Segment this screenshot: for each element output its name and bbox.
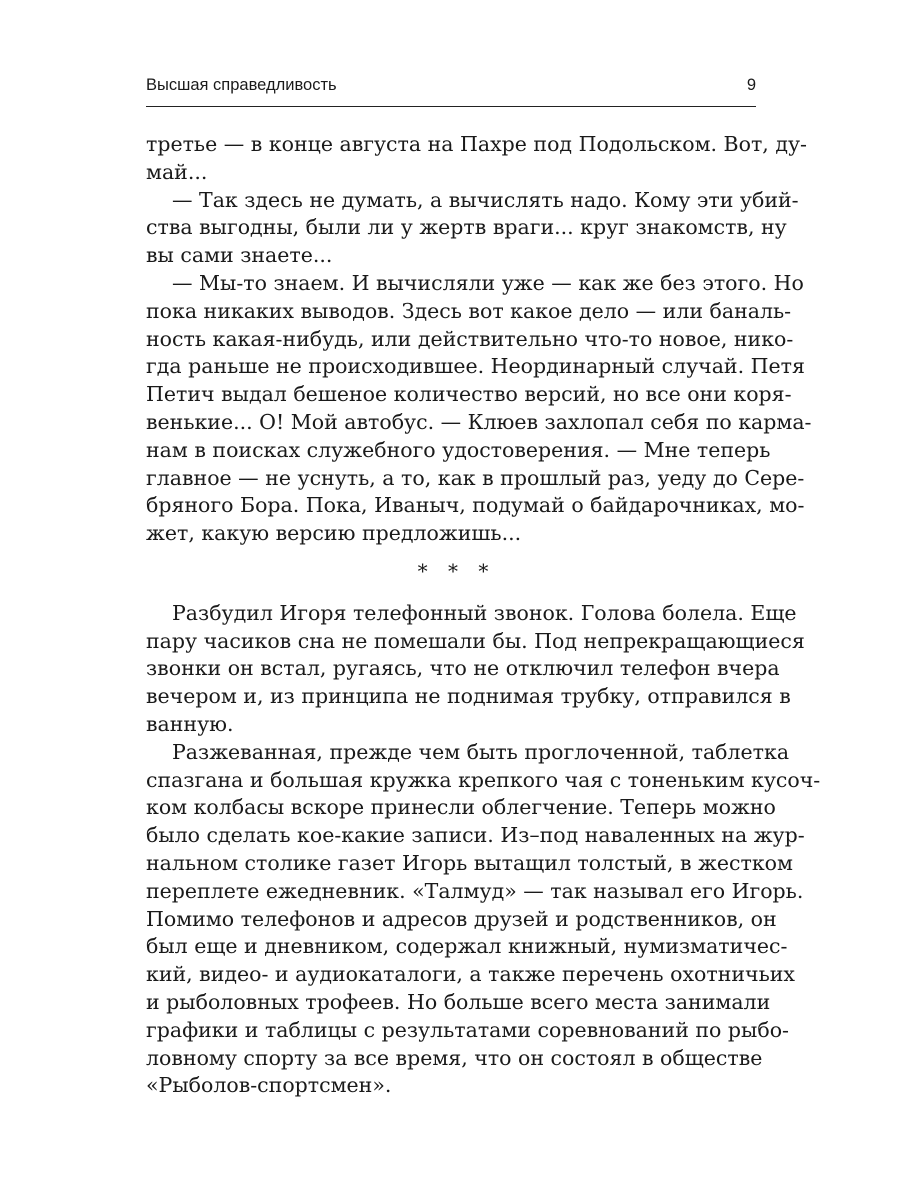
paragraph	[146, 131, 807, 187]
text-line: май...	[146, 159, 208, 184]
running-title: Высшая справедливость	[146, 76, 337, 94]
separator-star: *	[478, 558, 493, 583]
text-line: вечером и, из принципа не поднимая трубку, отправился в	[146, 684, 791, 709]
section-separator	[146, 558, 758, 586]
text-line: Помимо телефонов и адресов друзей и родственников, он	[146, 906, 777, 931]
text-line: — Мы-то знаем. И вычисляли уже — как же без этого. Но	[172, 270, 804, 295]
text-line: третье — в конце августа на Пахре под Подольском. Вот, ду-	[146, 132, 807, 156]
text-line: бряного Бора. Пока, Иваныч, подумай о байдарочниках, мо-	[146, 493, 805, 518]
text-line: гда раньше не происходившее. Неординарный случай. Петя	[146, 354, 805, 379]
text-line: вы сами знаете...	[146, 243, 333, 268]
text-line: Разжеванная, прежде чем быть проглоченной, таблетка	[172, 739, 790, 764]
text-line: ства выгодны, были ли у жертв враги... круг знакомств, ну	[146, 215, 787, 240]
text-line: нам в поисках служебного удостоверения. — Мне теперь	[146, 437, 771, 462]
page-number: 9	[746, 76, 756, 94]
text-line: Петич выдал бешеное количество версий, но все они коря-	[146, 382, 792, 407]
paragraph	[146, 600, 805, 739]
text-line: ность какая-нибудь, или действительно что-то новое, нико-	[146, 326, 794, 351]
text-line: Разбудил Игоря телефонный звонок. Голова болела. Еще	[172, 600, 797, 625]
separator-star: *	[417, 558, 432, 583]
text-line: спазгана и большая кружка крепкого чая с тоненьким кусоч-	[146, 767, 821, 792]
text-line: графики и таблицы с результатами соревнований по рыбо-	[146, 1017, 789, 1042]
body-text	[146, 131, 821, 1100]
text-line: венькие... О! Мой автобус. — Клюев захлопал себя по карма-	[146, 409, 812, 434]
text-line: было сделать кое-какие записи. Из–под наваленных на жур-	[146, 823, 805, 848]
paragraph	[146, 270, 812, 548]
text-line: главное — не уснуть, а то, как в прошлый раз, уеду до Сере-	[146, 465, 805, 490]
text-line: был еще и дневником, содержал книжный, нумизматичес-	[146, 934, 788, 959]
text-line: пока никаких выводов. Здесь вот какое дело — или баналь-	[146, 298, 792, 323]
text-line: звонки он встал, ругаясь, что не отключил телефон вчера	[146, 656, 780, 681]
text-line: ком колбасы вскоре принесли облегчение. Теперь можно	[146, 795, 776, 820]
text-line: нальном столике газет Игорь вытащил толстый, в жестком	[146, 850, 793, 875]
separator-star: *	[448, 558, 462, 583]
text-line: переплете ежедневник. «Талмуд» — так называл его Игорь.	[146, 878, 804, 903]
page-header	[146, 76, 756, 107]
text-line: кий, видео- и аудиокаталоги, а также перечень охотничьих	[146, 962, 795, 987]
paragraph	[146, 187, 799, 270]
text-line: ловному спорту за все время, что он состоял в обществе	[146, 1045, 763, 1070]
text-line: жет, какую версию предложишь...	[146, 521, 522, 546]
paragraph	[146, 739, 821, 1100]
text-line: и рыболовных трофеев. Но больше всего места занимали	[146, 989, 771, 1014]
text-line: пару часиков сна не помешали бы. Под непрекращающиеся	[146, 628, 805, 653]
text-line: «Рыболов-спортсмен».	[146, 1073, 392, 1098]
text-line: — Так здесь не думать, а вычислять надо. Кому эти убий-	[172, 187, 799, 212]
text-line: ванную.	[146, 711, 234, 736]
